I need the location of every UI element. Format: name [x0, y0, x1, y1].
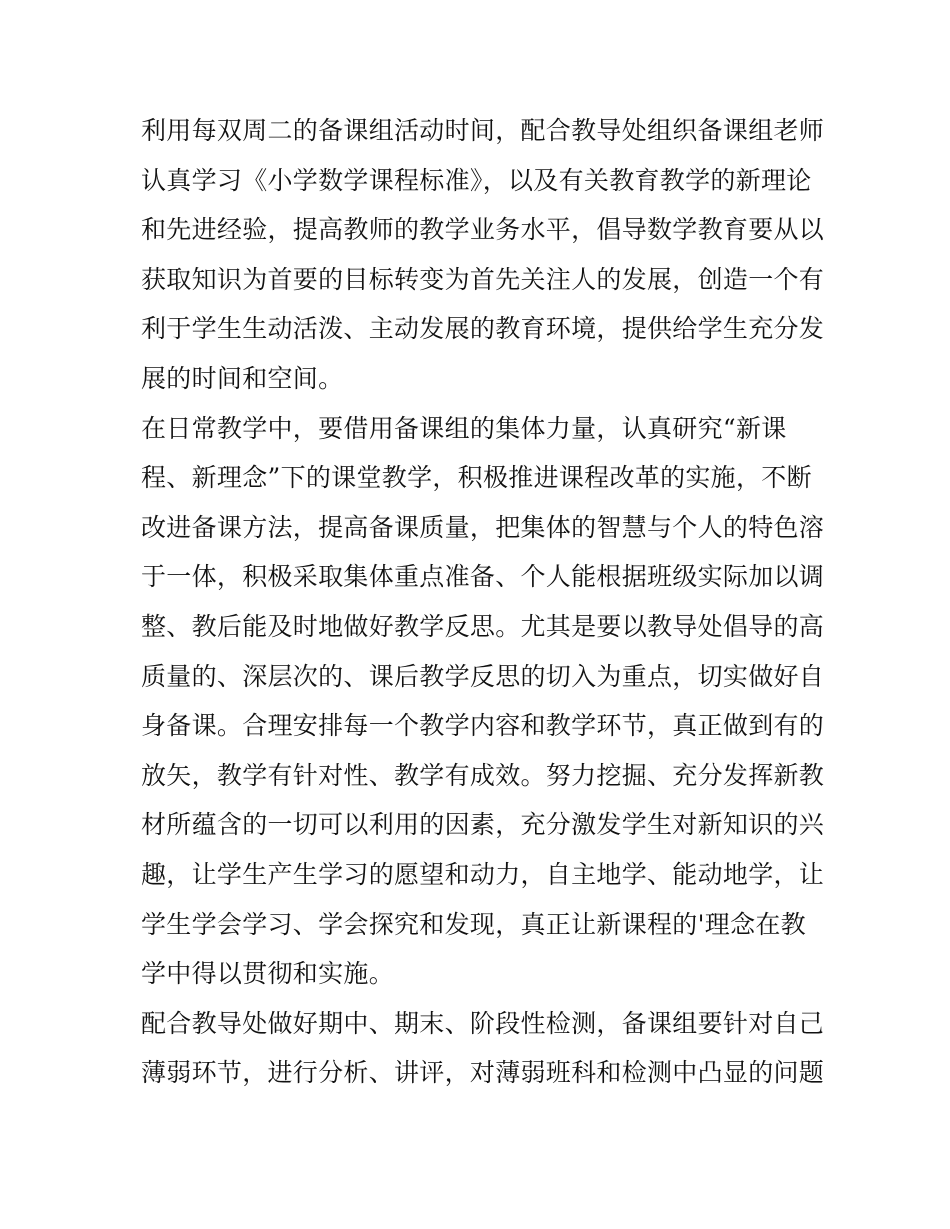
- text-line: 获取知识为首要的目标转变为首先关注人的发展，创造一个有: [141, 264, 825, 294]
- text-line: 展的时间和空间。: [141, 363, 344, 393]
- text-line: 学生学会学习、学会探究和发现，真正让新课程的'理念在教: [141, 909, 806, 939]
- text-line: 趣，让学生产生学习的愿望和动力，自主地学、能动地学，让: [141, 859, 825, 889]
- text-line: 质量的、深层次的、课后教学反思的切入为重点，切实做好自: [141, 661, 825, 691]
- text-line: 在日常教学中，要借用备课组的集体力量，认真研究“新课: [141, 413, 787, 443]
- text-line: 材所蕴含的一切可以利用的因素，充分激发学生对新知识的兴: [141, 810, 825, 840]
- text-line: 放矢，教学有针对性、教学有成效。努力挖掘、充分发挥新教: [141, 760, 825, 790]
- text-line: 程、新理念”下的课堂教学，积极推进课程改革的实施，不断: [141, 463, 812, 493]
- text-line: 利于学生生动活泼、主动发展的教育环境，提供给学生充分发: [141, 314, 825, 344]
- text-line: 改进备课方法，提高备课质量，把集体的智慧与个人的特色溶: [141, 512, 825, 542]
- text-line: 认真学习《小学数学课程标准》，以及有关教育教学的新理论: [141, 165, 812, 195]
- text-line: 薄弱环节，进行分析、讲评，对薄弱班科和检测中凸显的问题: [141, 1058, 825, 1088]
- text-line: 整、教后能及时地做好教学反思。尤其是要以教导处倡导的高: [141, 611, 825, 641]
- text-line: 和先进经验，提高教师的教学业务水平，倡导数学教育要从以: [141, 215, 825, 245]
- text-line: 于一体，积极采取集体重点准备、个人能根据班级实际加以调: [141, 562, 825, 592]
- body-text: [141, 106, 825, 1098]
- text-line: 利用每双周二的备课组活动时间，配合教导处组织备课组老师: [141, 116, 825, 145]
- text-line: 配合教导处做好期中、期末、阶段性检测，备课组要针对自己: [141, 1008, 825, 1038]
- text-line: 身备课。合理安排每一个教学内容和教学环节，真正做到有的: [141, 711, 825, 741]
- text-line: 学中得以贯彻和实施。: [141, 959, 395, 989]
